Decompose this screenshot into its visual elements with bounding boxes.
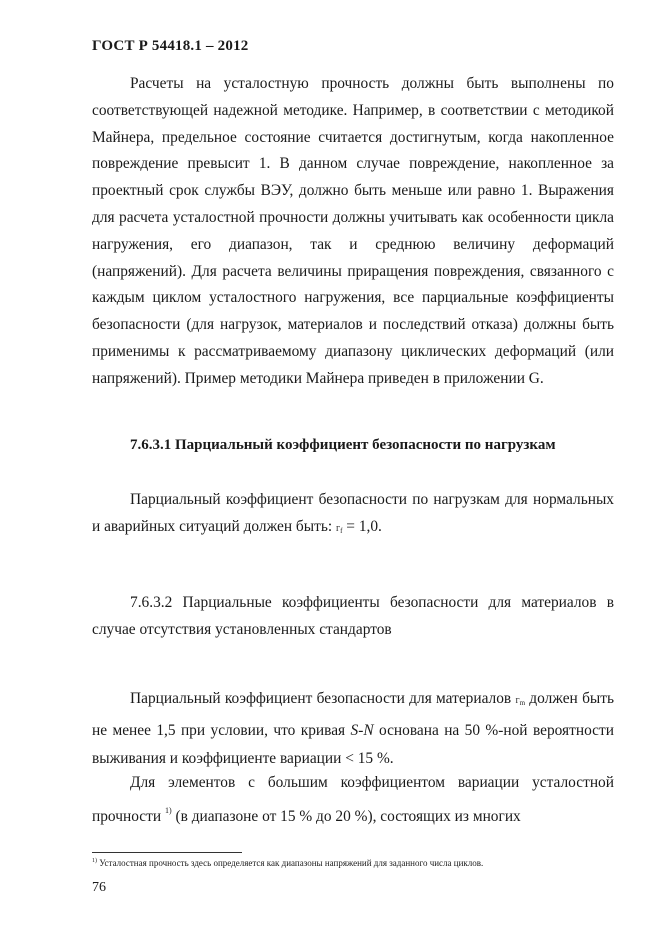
- paragraph-text: основана на 50 %-ной вероятности выживания и коэффициенте вариации < 15 %.: [92, 722, 614, 767]
- sn-curve-label: S-N: [350, 722, 374, 739]
- footnote: [92, 858, 483, 868]
- gamma-subscript: m: [519, 699, 526, 707]
- factor-value: = 1,0.: [342, 517, 382, 535]
- paragraph-text: Парциальный коэффициент безопасности для материалов: [130, 690, 512, 707]
- paragraph-load-factor: [92, 487, 614, 545]
- footnote-marker: 1): [92, 858, 97, 864]
- page-number: 76: [92, 880, 106, 895]
- paragraph-text: Расчеты на усталостную прочность должны быть выполнены по соответствующей надежной методике. Например, в соответствии с методикой Майнера, предельное состояние считается достигнутым, когда накопленное повреждение превысит 1. В данном случае повреждение, накопленное за проектный срок службы ВЭУ, должно быть меньше или равно 1. Выражения для расчета усталостной прочности должны учитывать как особенности цикла нагружения, его диапазон, так и среднюю величину деформаций (напряжений). Для расчета величины приращения повреждения, связанного с каждым циклом усталостного нагружения, все парциальные коэффициенты безопасности (для нагрузок, материалов и последствий отказа) должны быть применимы к рассматриваемому диапазону циклических деформаций (или напряжений). Пример методики Майнера приведен в приложении G.: [92, 75, 614, 387]
- paragraph-text: должен быть не менее 1,5 при условии, что кривая: [92, 690, 614, 739]
- section-heading-material-factors: [92, 590, 614, 644]
- heading-text: 7.6.3.2 Парциальные коэффициенты безопасности для материалов в случае отсутствия установленных стандартов: [92, 594, 614, 638]
- section-heading-load-factor: 7.6.3.1 Парциальный коэффициент безопасности по нагрузкам: [130, 437, 556, 453]
- footnote-divider: [92, 852, 242, 853]
- gamma-symbol: г: [335, 522, 341, 534]
- paragraph-text: (в диапазоне от 15 % до 20 %), состоящих из многих: [175, 808, 521, 825]
- footnote-reference: 1): [164, 806, 172, 815]
- paragraph-high-variation: [92, 769, 614, 831]
- paragraph-text: Для элементов с большим коэффициентом вариации усталостной прочности: [92, 774, 614, 825]
- footnote-text: Усталостная прочность здесь определяется как диапазоны напряжений для заданного числа циклов.: [99, 858, 484, 868]
- gamma-subscript: f: [340, 526, 343, 535]
- paragraph-material-factor: [92, 685, 614, 773]
- gamma-symbol: г: [515, 695, 520, 706]
- paragraph-fatigue-calculation: [92, 71, 614, 393]
- standard-header: ГОСТ Р 54418.1 – 2012: [92, 38, 249, 54]
- paragraph-text: Парциальный коэффициент безопасности по нагрузкам для нормальных и аварийных ситуаций должен быть:: [92, 491, 614, 535]
